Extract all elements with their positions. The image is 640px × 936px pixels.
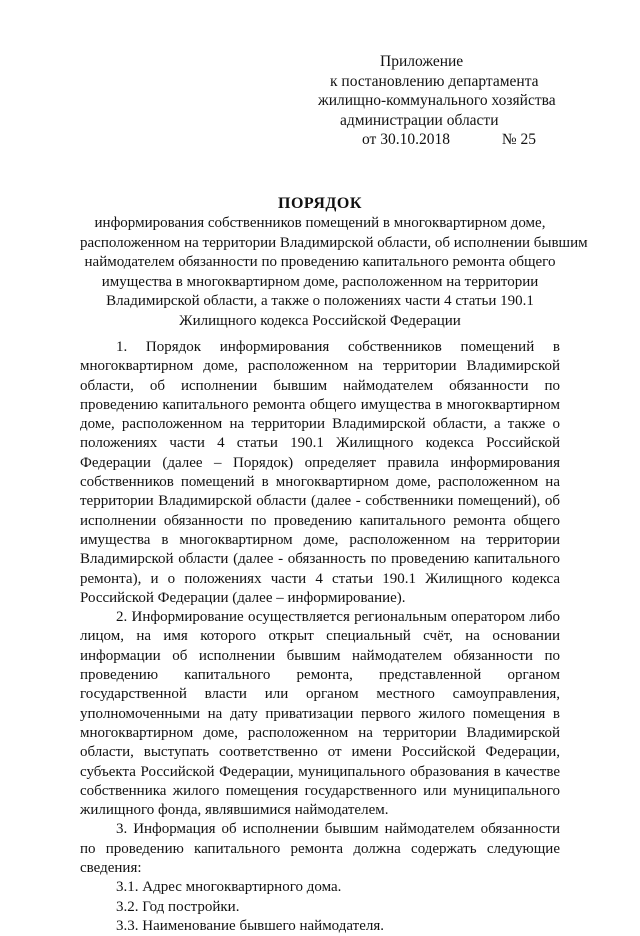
subtitle-line: имущества в многоквартирном доме, расположенном на территории	[101, 273, 539, 290]
subtitle-line: наймодателем обязанности по проведению капитального ремонта общего	[84, 254, 556, 270]
subtitle-line: Жилищного кодекса Российской Федерации	[179, 312, 461, 329]
paragraph-2: 2. Информирование осуществляется региональным оператором либо лицом, на имя которого открыт специальный счёт, на основании информации об исполнении бывшим наймодателем обязанности по проведению капитального ремонта, представленной органом государственной власти или органом местного самоуправления, уполномоченными на дату приватизации первого жилого помещения в многоквартирном доме, расположенном на территории Владимирской области, выступать соответственно от имени Российской Федерации, субъекта Российской Федерации, муниципального образования в качестве собственника жилого помещения государственного или муниципального жилищного фонда, являвшимися наймодателем.	[80, 609, 560, 819]
appendix-department-line: жилищно-коммунального хозяйства	[318, 92, 556, 109]
document-title: ПОРЯДОК	[278, 195, 362, 212]
paragraph-1: 1. Порядок информирования собственников помещений в многоквартирном доме, расположенном на территории Владимирской области, об исполнении бывшим наймодателем обязанности по проведению капитального ремонта общего имущества в многоквартирном доме, расположенном на территории Владимирской области, а также о положениях части 4 статьи 190.1 Жилищного кодекса Российской Федерации (далее – Порядок) определяет правила информирования собственников помещений в многоквартирном доме, расположенном на территории Владимирской области (далее - собственники помещений), об исполнении обязанности по проведению капитального ремонта общего имущества в многоквартирном доме, расположенном на территории Владимирской области (далее - обязанность по проведению капитального ремонта), и о положениях части 4 статьи 190.1 Жилищного кодекса Российской Федерации (далее – информирование).	[80, 339, 560, 606]
date-prefix: от	[362, 131, 377, 148]
subtitle-line: расположенном на территории Владимирской области, об исполнении бывшим	[80, 234, 588, 251]
decree-number: № 25	[501, 131, 536, 148]
paragraph-3-2: 3.2. Год постройки.	[116, 898, 240, 915]
appendix-label: Приложение	[380, 53, 464, 70]
appendix-date-line	[318, 130, 618, 150]
decree-date: 30.10.2018	[380, 131, 450, 148]
paragraph-3-1: 3.1. Адрес многоквартирного дома.	[116, 879, 342, 896]
subtitle-line: информирования собственников помещений в многоквартирном доме,	[94, 215, 546, 231]
appendix-decree-line: к постановлению департамента	[330, 72, 539, 90]
appendix-administration-line: администрации области	[340, 111, 499, 129]
subtitle-line: Владимирской области, а также о положениях части 4 статьи 190.1	[106, 293, 534, 309]
document-subtitle	[80, 214, 588, 331]
document-body	[80, 338, 560, 936]
paragraph-3-3: 3.3. Наименование бывшего наймодателя.	[116, 917, 385, 934]
paragraph-3: 3. Информация об исполнении бывшим наймодателем обязанности по проведению капитального ремонта должна содержать следующие сведения:	[80, 821, 560, 877]
appendix-header	[318, 52, 618, 150]
